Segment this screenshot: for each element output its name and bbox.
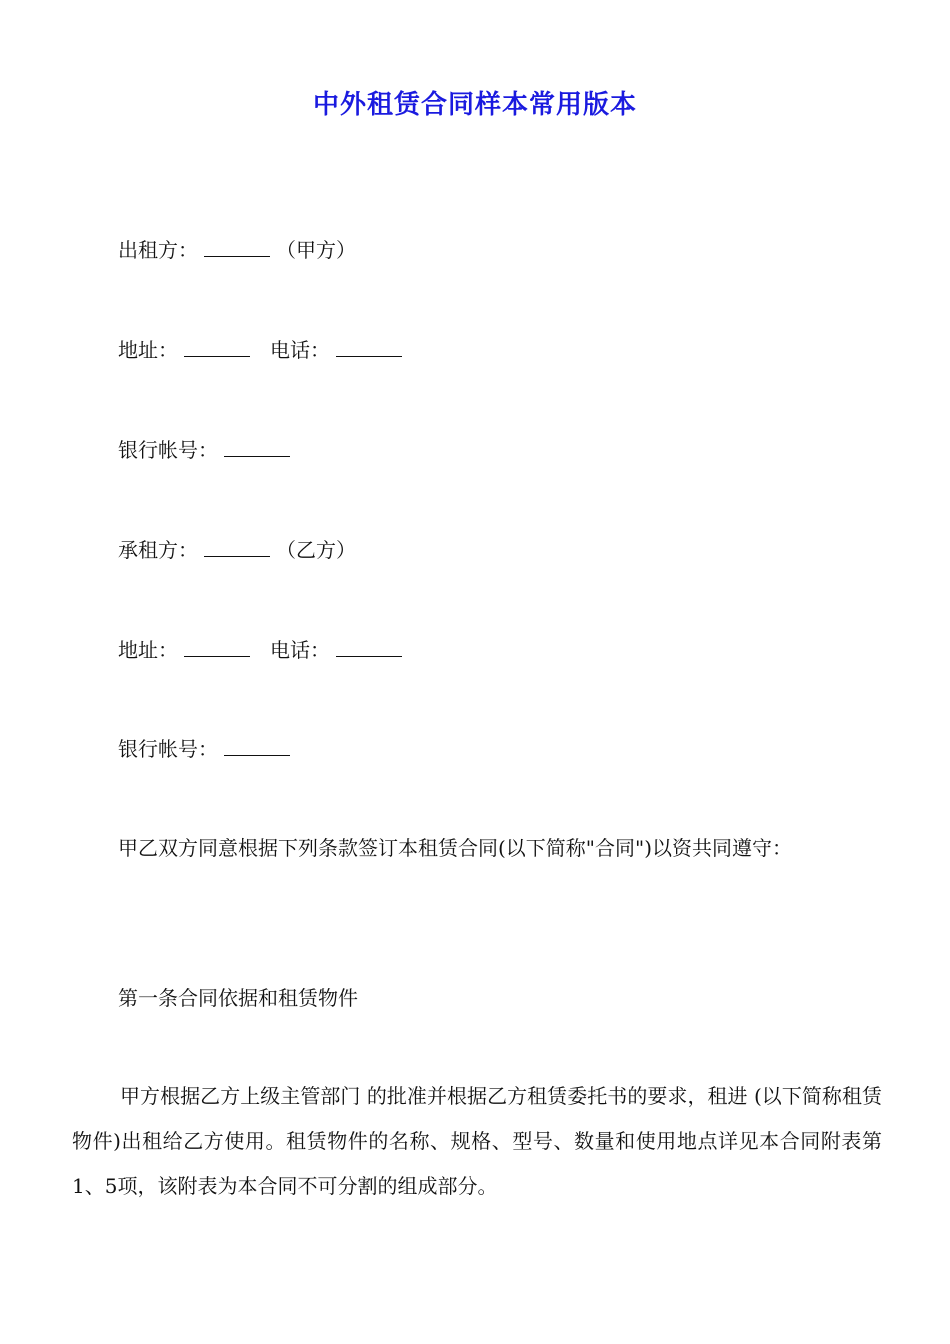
lessee-phone-blank: [336, 640, 402, 657]
lessee-name-blank: [204, 540, 270, 557]
preamble: 甲乙双方同意根据下列条款签订本租赁合同(以下简称"合同")以资共同遵守：: [118, 836, 793, 860]
lessor-bank-line: [118, 436, 296, 464]
document-title: 中外租赁合同样本常用版本: [312, 90, 637, 120]
lessor-bank-blank: [224, 440, 290, 457]
lessee-phone-label: 电话：: [270, 638, 330, 662]
lessee-label: 承租方：: [118, 538, 198, 562]
lessee-address-label: 地址：: [118, 638, 178, 662]
lessee-address-blank: [184, 640, 250, 657]
lessee-line: [118, 536, 356, 564]
lessor-line: [118, 236, 356, 264]
lessee-bank-label: 银行帐号：: [118, 737, 218, 761]
lessee-bank-blank: [224, 739, 290, 756]
lessor-address-label: 地址：: [118, 338, 178, 362]
lessor-address-line: [118, 336, 408, 364]
lessor-phone-label: 电话：: [270, 338, 330, 362]
lessor-name-blank: [204, 240, 270, 257]
lessee-bank-line: [118, 735, 296, 763]
article1-heading: 第一条合同依据和租赁物件: [118, 986, 358, 1010]
article1-body: 甲方根据乙方上级主管部门 的批准并根据乙方租赁委托书的要求，租进 (以下简称租赁物件)出租给乙方使用。租赁物件的名称、规格、型号、数量和使用地点详见本合同附表第1、5项，该附表为本合同不可分割的组成部分。: [72, 1084, 882, 1198]
lessor-bank-label: 银行帐号：: [118, 438, 218, 462]
lessee-role: （乙方）: [276, 538, 356, 562]
lessee-address-line: [118, 636, 408, 664]
lessor-address-blank: [184, 340, 250, 357]
lessor-role: （甲方）: [276, 238, 356, 262]
lessor-label: 出租方：: [118, 238, 198, 262]
lessor-phone-blank: [336, 340, 402, 357]
